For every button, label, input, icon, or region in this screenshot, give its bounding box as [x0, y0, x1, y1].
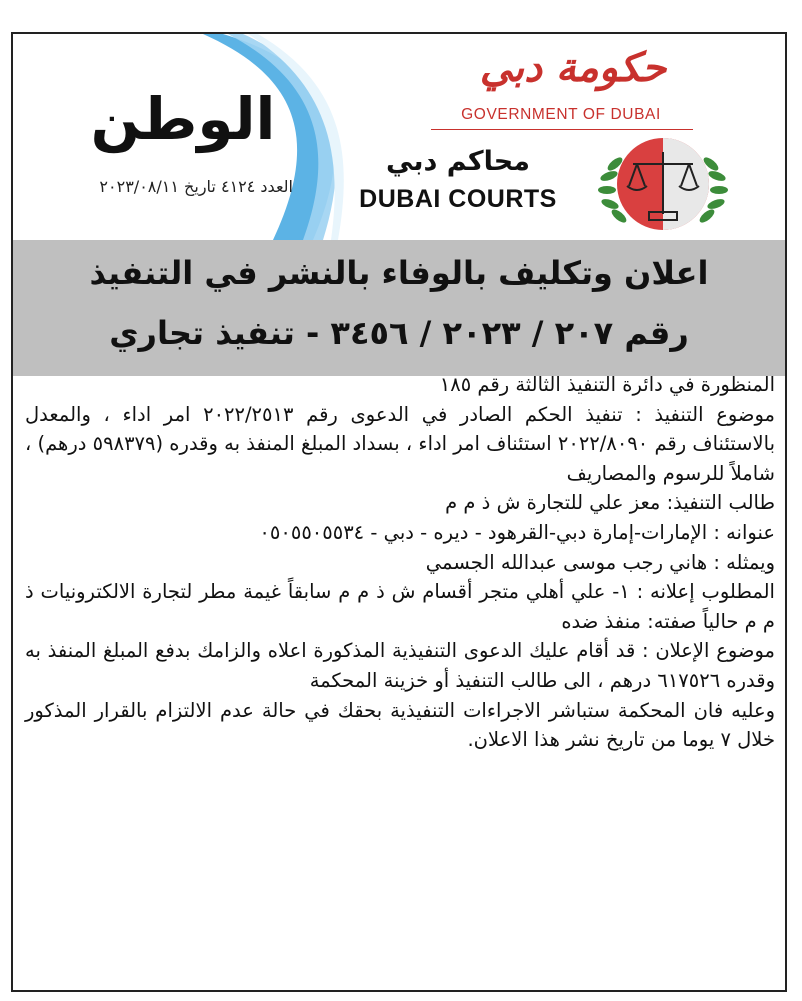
announcement-title: اعلان وتكليف بالوفاء بالنشر في التنفيذ [89, 254, 709, 292]
header [13, 34, 785, 240]
courts-arabic-name: محاكم دبي [386, 146, 530, 177]
announcement-frame [11, 32, 787, 992]
government-divider [431, 129, 693, 130]
newspaper-logo: الوطن [90, 85, 276, 153]
dubai-courts-emblem-icon [571, 134, 756, 234]
body-paragraph: موضوع التنفيذ : تنفيذ الحكم الصادر في الدعوى رقم ٢٠٢٢/٢٥١٣ امر اداء ، والمعدل بالاستئناف رقم ٢٠٢٢/٨٠٩٠ استئناف امر اداء ، بسداد المبلغ المنفذ به وقدره (٥٩٨٣٧٩ درهم) ، شاملاً للرسوم والمصاريف [24, 402, 775, 485]
courts-english-name: DUBAI COURTS [359, 185, 557, 213]
body-paragraph: المطلوب إعلانه : ١- علي أهلي متجر أقسام ش ذ م م سابقاً غيمة مطر لتجارة الالكترونيات ذ م م حالياً صفته: منفذ ضده [25, 580, 775, 633]
announcement-body [25, 370, 775, 755]
body-paragraph: المنظورة في دائرة التنفيذ الثالثة رقم ١٨٥ [439, 373, 775, 396]
body-paragraph: ويمثله : هاني رجب موسى عبدالله الجسمي [425, 550, 775, 574]
body-paragraph: موضوع الإعلان : قد أقام عليك الدعوى التنفيذية المذكورة اعلاه والزامك بدفع المبلغ المنفذ به وقدره ٦١٧٥٢٦ درهم ، الى طالب التنفيذ أو خزينة المحكمة [25, 639, 775, 692]
body-paragraph: وعليه فان المحكمة ستباشر الاجراءات التنفيذية بحقك في حالة عدم الالتزام بالقرار المذكور خلال ٧ يوما من تاريخ نشر هذا الاعلان. [25, 698, 775, 752]
body-paragraph: طالب التنفيذ: معز علي للتجارة ش ذ م م [445, 491, 775, 515]
case-number-title: رقم ٢٠٧ / ٢٠٢٣ / ٣٤٥٦ - تنفيذ تجاري [109, 314, 689, 352]
issue-date-line: العدد ٤١٢٤ تاريخ ٢٠٢٣/٠٨/١١ [99, 177, 293, 196]
body-paragraph: عنوانه : الإمارات-إمارة دبي-القرهود - ديره - دبي - ٠٥٠٥٥٠٥٥٣٤ [259, 520, 775, 544]
government-arabic-logo: حكومة دبي [479, 44, 667, 91]
title-band [13, 240, 785, 376]
government-english-name: GOVERNMENT OF DUBAI [461, 106, 661, 123]
